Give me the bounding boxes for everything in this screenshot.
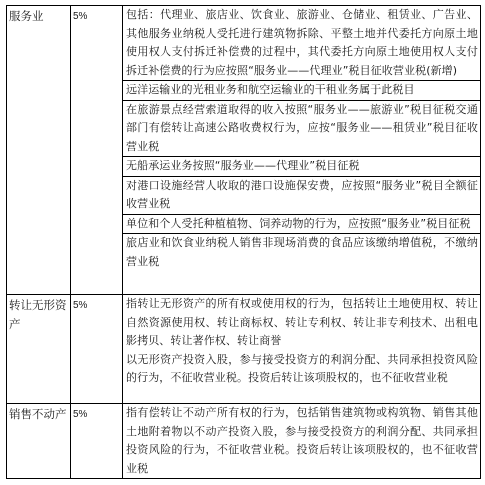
description-paragraph: 以无形资产投资入股，参与接受投资方的利润分配、共同承担投资风险的行为，不征收营业税。投资后转让该项股权的，也不征收营业税 <box>126 352 478 384</box>
description-cell <box>123 6 481 295</box>
description-paragraph: 单位和个人受托种植植物、饲养动物的行为，应按照“服务业”税目征税 <box>123 215 480 235</box>
description-paragraph: 对港口设施经营人收取的港口设施保安费，应按照“服务业”税目全额征收营业税 <box>123 177 480 215</box>
rate-cell: 5% <box>71 404 123 479</box>
description-paragraph: 包括：代理业、旅店业、饮食业、旅游业、仓储业、租赁业、广告业、其他服务业纳税人受托进行建筑物拆除、平整土地并代委托方向原土地使用权人支付拆迁补偿费的过程中，其代委托方向原土地使用权人支付拆迁补偿费的行为应按照“服务业——代理业”税目征收营业税(新增) <box>123 6 480 81</box>
category-cell: 销售不动产 <box>7 404 71 479</box>
tax-items-table <box>6 5 481 479</box>
description-cell <box>123 404 481 479</box>
table-row-real-estate <box>7 404 481 479</box>
table-row-intangible-assets <box>7 295 481 404</box>
description-paragraph: 远洋运输业的光租业务和航空运输业的干租业务属于此税目 <box>123 81 480 101</box>
category-cell: 转让无形资产 <box>7 295 71 404</box>
description-paragraph: 指有偿转让不动产所有权的行为，包括销售建筑物或构筑物、销售其他土地附着物以不动产投资入股，参与接受投资方的利润分配、共同承担投资风险的行为，不征收营业税。投资后转让该项股权的，也不征收营业税 <box>126 406 478 475</box>
rate-cell: 5% <box>71 6 123 295</box>
description-paragraph: 旅店业和饮食业纳税人销售非现场消费的食品应该缴纳增值税，不缴纳营业税 <box>126 236 478 268</box>
description-paragraph: 指转让无形资产的所有权或使用权的行为，包括转让土地使用权、转让自然资源使用权、转让商标权、转让专利权、转让非专利技术、出租电影拷贝、转让著作权、转让商誉 <box>126 297 478 347</box>
table-row-service <box>7 6 481 295</box>
description-cell <box>123 295 481 404</box>
rate-cell: 5% <box>71 295 123 404</box>
description-paragraph: 在旅游景点经营索道取得的收入按照“服务业——旅游业”税目征税交通部门有偿转让高速公路收费权行为，应按“服务业——租赁业”税目征收营业税 <box>123 101 480 158</box>
description-paragraph: 无船承运业务按照“服务业——代理业”税目征税 <box>123 157 480 177</box>
category-cell: 服务业 <box>7 6 71 295</box>
